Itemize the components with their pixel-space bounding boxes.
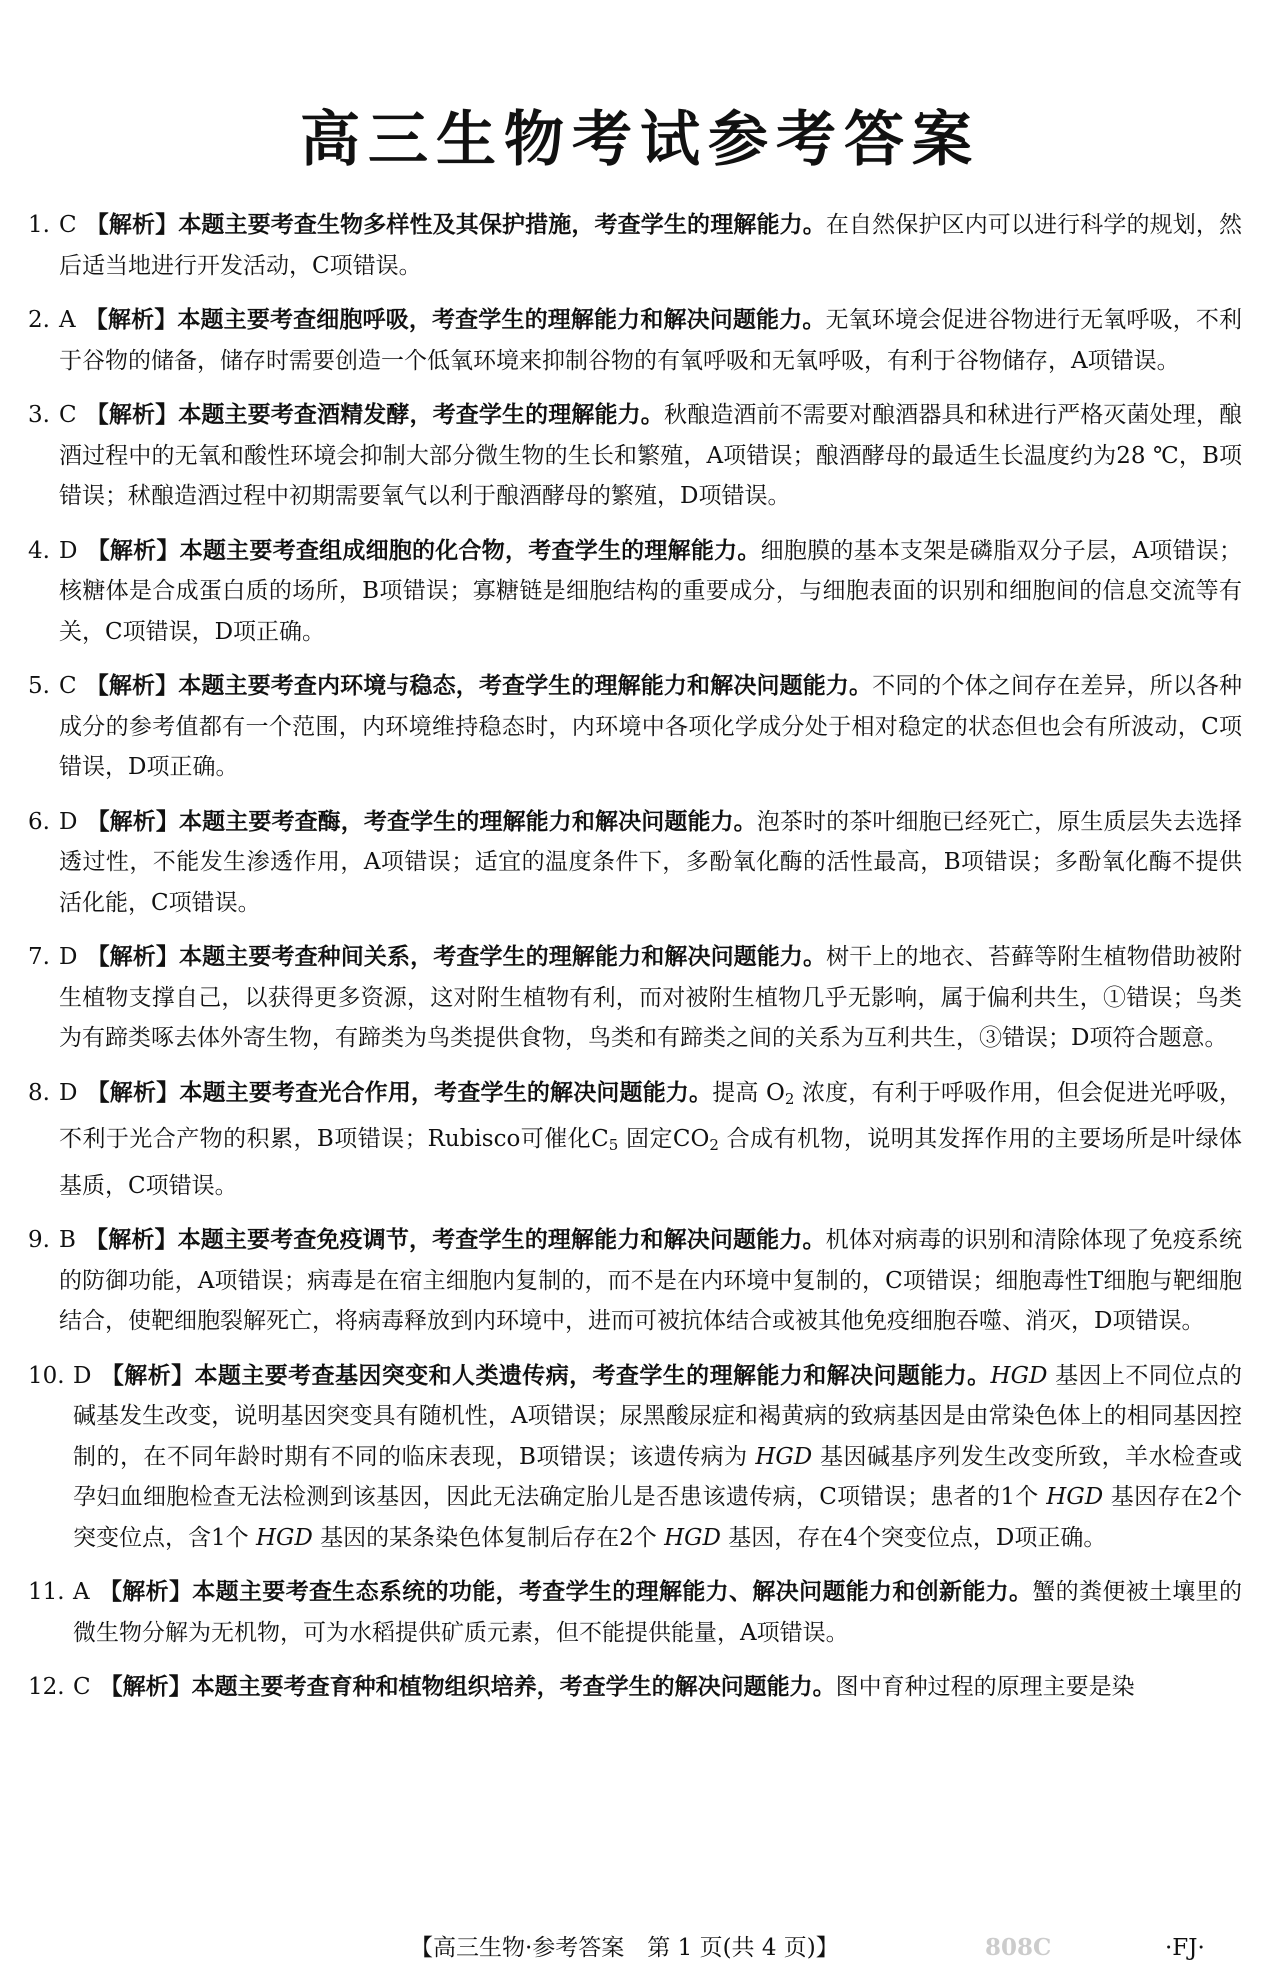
answer-choice: C xyxy=(59,402,77,428)
analysis-label: 【解析】 xyxy=(98,1579,193,1605)
answer-item-11 xyxy=(28,1572,1242,1653)
analysis-summary: 本题主要考查种间关系，考查学生的理解能力和解决问题能力。 xyxy=(179,944,827,970)
answer-list xyxy=(28,205,1242,1722)
analysis-summary: 本题主要考查免疫调节，考查学生的理解能力和解决问题能力。 xyxy=(177,1227,826,1253)
answer-choice: C xyxy=(59,673,77,699)
analysis-text: 在自然保护区内可以进行科学的规划，然后适当地进行开发活动，C项错误。 xyxy=(59,212,1243,279)
gene-name: HGD xyxy=(255,1524,313,1551)
answer-item-8 xyxy=(28,1073,1242,1207)
question-number: 1. xyxy=(28,212,50,238)
analysis-text: 树干上的地衣、苔藓等附生植物借助被附生植物支撑自己，以获得更多资源，这对附生植物有利，而对被附生植物几乎无影响，属于偏利共生，①错误；鸟类为有蹄类啄去体外寄生物，有蹄类为鸟类提供食物，鸟类和有蹄类之间的关系为互利共生，③错误；D项符合题意。 xyxy=(59,944,1243,1051)
answer-item-9 xyxy=(28,1220,1242,1342)
analysis-text: 图中育种过程的原理主要是染 xyxy=(835,1674,1135,1700)
gene-name: HGD xyxy=(1046,1484,1104,1510)
analysis-label: 【解析】 xyxy=(86,808,180,835)
answer-choice: A xyxy=(73,1579,90,1605)
analysis-summary: 本题主要考查光合作用，考查学生的解决问题能力。 xyxy=(179,1079,713,1106)
subscript: 2 xyxy=(784,1089,795,1108)
analysis-summary: 本题主要考查基因突变和人类遗传病，考查学生的理解能力和解决问题能力。 xyxy=(194,1362,991,1389)
analysis-text: 泡茶时的茶叶细胞已经死亡，原生质层失去选择透过性，不能发生渗透作用，A项错误；适宜的温度条件下，多酚氧化酶的活性最高，B项错误；多酚氧化酶不提供活化能，C项错误。 xyxy=(59,808,1243,916)
analysis-text: 细胞膜的基本支架是磷脂双分子层，A项错误；核糖体是合成蛋白质的场所，B项错误；寡糖链是细胞结构的重要成分，与细胞表面的识别和细胞间的信息交流等有关，C项错误，D项正确。 xyxy=(59,537,1243,645)
question-number: 10. xyxy=(28,1362,65,1389)
analysis-text: 无氧环境会促进谷物进行无氧呼吸，不利于谷物的储备，储存时需要创造一个低氧环境来抑制谷物的有氧呼吸和无氧呼吸，有利于谷物储存，A项错误。 xyxy=(59,307,1243,374)
analysis-summary: 本题主要考查生态系统的功能，考查学生的理解能力、解决问题能力和创新能力。 xyxy=(192,1579,1033,1605)
answer-item-1 xyxy=(28,205,1242,286)
answer-choice: A xyxy=(59,307,76,333)
page-title: 高三生物考试参考答案 xyxy=(300,105,980,175)
question-number: 2. xyxy=(28,307,50,333)
question-number: 7. xyxy=(28,944,50,970)
question-number: 4. xyxy=(28,537,50,564)
analysis-label: 【解析】 xyxy=(100,1362,195,1389)
question-number: 12. xyxy=(28,1674,65,1700)
answer-choice: D xyxy=(59,808,78,835)
subscript: 2 xyxy=(709,1136,719,1154)
analysis-summary: 本题主要考查酒精发酵，考查学生的理解能力。 xyxy=(178,402,664,428)
analysis-text: 蟹的粪便被土壤里的微生物分解为无机物，可为水稻提供矿质元素，但不能提供能量，A项错误。 xyxy=(73,1579,1243,1646)
question-number: 6. xyxy=(28,808,50,835)
footer-mark: ·FJ· xyxy=(1165,1935,1205,1961)
answer-choice: D xyxy=(73,1362,92,1389)
answer-choice: D xyxy=(59,944,78,970)
gene-name: HGD xyxy=(990,1362,1048,1389)
analysis-summary: 本题主要考查细胞呼吸，考查学生的理解能力和解决问题能力。 xyxy=(177,307,826,333)
analysis-summary: 本题主要考查育种和植物组织培养，考查学生的解决问题能力。 xyxy=(191,1674,836,1700)
analysis-label: 【解析】 xyxy=(86,944,180,970)
question-number: 5. xyxy=(28,673,50,699)
footer-code: 808C xyxy=(985,1934,1052,1961)
answer-item-3 xyxy=(28,395,1242,517)
analysis-label: 【解析】 xyxy=(84,307,178,333)
analysis-summary: 本题主要考查内环境与稳态，考查学生的理解能力和解决问题能力。 xyxy=(178,673,873,699)
answer-item-6 xyxy=(28,802,1242,924)
analysis-label: 【解析】 xyxy=(85,402,179,428)
analysis-label: 【解析】 xyxy=(85,212,179,238)
gene-name: HGD xyxy=(755,1443,813,1470)
answer-choice: C xyxy=(59,212,77,238)
question-number: 9. xyxy=(28,1227,50,1253)
answer-item-4 xyxy=(28,531,1242,653)
gene-name: HGD xyxy=(664,1524,721,1551)
question-number: 11. xyxy=(28,1579,65,1605)
answer-choice: C xyxy=(73,1674,91,1700)
answer-item-5 xyxy=(28,666,1242,788)
answer-choice: D xyxy=(59,1079,78,1106)
analysis-text: 提高 $O_2$ 浓度，有利于呼吸作用，但会促进光呼吸，不利于光合产物的积累，B项错误；Rubisco可催化$C_5$ 固定$CO_2$ 合成有机物，说明其发挥作用的主要场所是叶绿体基质，C项错误。 xyxy=(59,1079,1243,1199)
question-number: 3. xyxy=(28,402,50,428)
analysis-label: 【解析】 xyxy=(86,537,180,564)
analysis-text: 机体对病毒的识别和清除体现了免疫系统的防御功能，A项错误；病毒是在宿主细胞内复制的，而不是在内环境中复制的，C项错误；细胞毒性T细胞与靶细胞结合，使靶细胞裂解死亡，将病毒释放到内环境中，进而可被抗体结合或被其他免疫细胞吞噬、消灭，D项错误。 xyxy=(59,1227,1243,1334)
analysis-label: 【解析】 xyxy=(85,673,179,699)
analysis-text: HGD 基因上不同位点的碱基发生改变，说明基因突变具有随机性，A项错误；尿黑酸尿症和褐黄病的致病基因是由常染色体上的相同基因控制的，在不同年龄时期有不同的临床表现，B项错误；该遗传病为 HGD 基因碱基序列发生改变所致，羊水检查或孕妇血细胞检查无法检测到该基因，因此无法确定胎儿是否患该遗传病，C项错误；患者的1个 HGD 基因存在2个突变位点，含1个 HGD 基因的某条染色体复制后存在2个 HGD 基因，存在4个突变位点，D项正确。 xyxy=(73,1362,1243,1551)
analysis-text: 不同的个体之间存在差异，所以各种成分的参考值都有一个范围，内环境维持稳态时，内环境中各项化学成分处于相对稳定的状态但也会有所波动，C项错误，D项正确。 xyxy=(59,673,1243,780)
analysis-label: 【解析】 xyxy=(86,1079,180,1106)
answer-item-12 xyxy=(28,1667,1242,1708)
analysis-label: 【解析】 xyxy=(84,1227,178,1253)
analysis-text: 秋酿造酒前不需要对酿酒器具和秫进行严格灭菌处理，酿酒过程中的无氧和酸性环境会抑制大部分微生物的生长和繁殖，A项错误；酿酒酵母的最适生长温度约为28 ℃，B项错误；秫酿造酒过程中初期需要氧气以利于酿酒酵母的繁殖，D项错误。 xyxy=(59,402,1243,509)
analysis-summary: 本题主要考查酶，考查学生的理解能力和解决问题能力。 xyxy=(179,808,757,835)
answer-item-10 xyxy=(28,1356,1242,1559)
analysis-summary: 本题主要考查组成细胞的化合物，考查学生的理解能力。 xyxy=(179,537,761,564)
footer-page-info: 【高三生物·参考答案 第 1 页(共 4 页)】 xyxy=(410,1935,839,1961)
answer-item-7 xyxy=(28,937,1242,1059)
analysis-summary: 本题主要考查生物多样性及其保护措施，考查学生的理解能力。 xyxy=(178,212,826,238)
answer-choice: D xyxy=(59,537,78,564)
answer-item-2 xyxy=(28,300,1242,381)
answer-choice: B xyxy=(59,1227,76,1253)
question-number: 8. xyxy=(28,1079,50,1106)
analysis-label: 【解析】 xyxy=(99,1674,192,1700)
subscript: 5 xyxy=(608,1136,619,1154)
